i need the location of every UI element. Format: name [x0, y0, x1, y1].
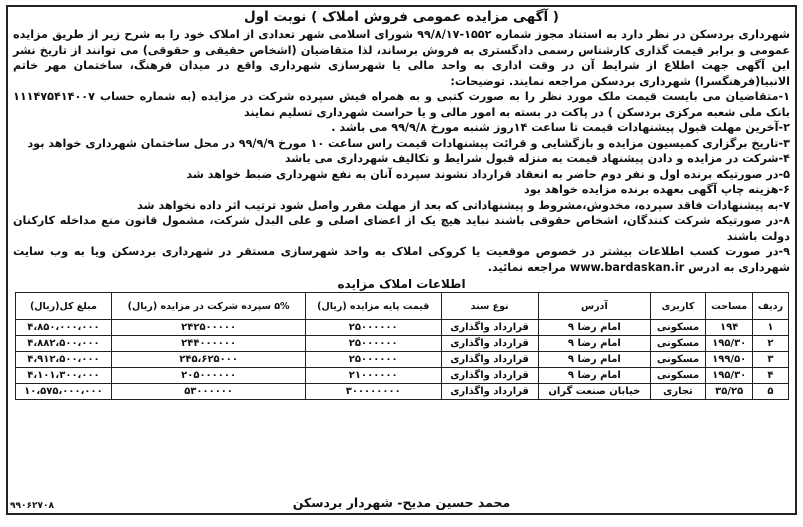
cell-area: ۳۵/۲۵ — [705, 384, 753, 400]
header-deposit: ۵% سپرده شرکت در مزایده (ریال) — [112, 293, 305, 320]
cell-deposit: ۵۳۰۰۰۰۰۰ — [112, 384, 305, 400]
cell-total: ۴،۸۸۲،۵۰۰،۰۰۰ — [15, 336, 112, 352]
cell-usage: مسکونی — [651, 368, 706, 384]
clause-6: ۶-هزینه چاپ آگهی بعهده برنده مزایده خواهد بود — [523, 183, 790, 196]
table-row — [15, 368, 788, 384]
notice-body — [8, 27, 795, 275]
cell-area: ۱۹۵/۳۰ — [705, 368, 753, 384]
clause-7: ۷-به پیشنهادات فاقد سپرده، مخدوش،مشروط و پیشنهاداتی که بعد از مهلت مقرر واصل شود ترتیب اثر داده نخواهد شد — [137, 198, 790, 212]
cell-total: ۴،۹۱۲،۵۰۰،۰۰۰ — [15, 352, 112, 368]
cell-usage: تجاری — [651, 384, 706, 400]
header-address: آدرس — [538, 293, 650, 320]
cell-address: خیابان صنعت گران — [538, 384, 650, 400]
clause-5: ۵-در صورتیکه برنده اول و نفر دوم حاضر به انعقاد قرارداد نشوند سپرده آنان به نفع شهرداری ضبط خواهد شد — [186, 167, 790, 181]
cell-row-number: ۱ — [753, 320, 788, 336]
cell-address: امام رضا ۹ — [538, 368, 650, 384]
cell-address: امام رضا ۹ — [538, 320, 650, 336]
cell-deposit: ۲۴۲۵۰۰۰۰۰ — [112, 320, 305, 336]
intro-paragraph: شهرداری بردسکن در نظر دارد به استناد مجوز شماره ۱۵۵۲-۹۹/۸/۱۷ شورای اسلامی شهر تعدادی از املاک خود را به شرح زیر از طریق مزایده عمومی و برابر قیمت گذاری کارشناس رسمی دادگستری به فروش برساند، لذا متقاضیان (اشخاص حقیقی و حقوقی) می توانند از تاریخ نشر این آگهی جهت اطلاع از شرایط آن در وقت اداری به واحد مالی یا شهرسازی شهرداری واقع در میدان فرهنگ، ساختمان مهر خاتم الانبیا(فرهنگسرا) شهرداری بردسکن مراجعه نمایند. توضیحات: — [13, 28, 790, 88]
table-row — [15, 336, 788, 352]
table-title: اطلاعات املاک مزایده — [337, 277, 466, 291]
header-base-price: قیمت پایه مزایده (ریال) — [305, 293, 441, 320]
clause-9: ۹-در صورت کسب اطلاعات بیشتر در خصوص موقعیت یا کروکی املاک به واحد شهرسازی مستقر در شهرداری بردسکن ویا به وب سایت شهرداری به ادرس www.bardaskan.ir مراجعه نمائید. — [13, 245, 790, 274]
cell-deposit: ۲۰۵۰۰۰۰۰۰ — [112, 368, 305, 384]
cell-address: امام رضا ۹ — [538, 352, 650, 368]
cell-row-number: ۴ — [753, 368, 788, 384]
clause-3: ۳-تاریخ برگزاری کمیسیون مزایده و بازگشایی و قرائت پیشنهادات قیمت راس ساعت ۱۰ مورخ ۹۹/۹/۹ در محل ساختمان شهرداری خواهد بود — [27, 136, 790, 150]
notice-code: ۹۹۰۶۲۷۰۸ — [10, 501, 54, 511]
cell-document-type: قرارداد واگذاری — [441, 352, 538, 368]
auction-notice — [6, 5, 797, 515]
cell-document-type: قرارداد واگذاری — [441, 384, 538, 400]
cell-base-price: ۲۵۰۰۰۰۰۰ — [305, 320, 441, 336]
cell-total: ۴،۱۰۱،۳۰۰،۰۰۰ — [15, 368, 112, 384]
cell-deposit: ۲۴۵،۶۲۵۰۰۰ — [112, 352, 305, 368]
cell-area: ۱۹۹/۵۰ — [705, 352, 753, 368]
cell-total: ۱۰،۵۷۵،۰۰۰،۰۰۰ — [15, 384, 112, 400]
header-document-type: نوع سند — [441, 293, 538, 320]
cell-base-price: ۲۱۰۰۰۰۰۰ — [305, 368, 441, 384]
cell-base-price: ۳۰۰۰۰۰۰۰۰ — [305, 384, 441, 400]
header-row-number: ردیف — [753, 293, 788, 320]
cell-total: ۴،۸۵۰،۰۰۰،۰۰۰ — [15, 320, 112, 336]
cell-area: ۱۹۵/۳۰ — [705, 336, 753, 352]
cell-address: امام رضا ۹ — [538, 336, 650, 352]
cell-document-type: قرارداد واگذاری — [441, 336, 538, 352]
clause-4: ۴-شرکت در مزایده و دادن پیشنهاد قیمت به منزله قبول شرایط و تکالیف شهرداری می باشد — [284, 152, 790, 165]
property-table — [15, 292, 789, 400]
clause-2: ۲-آخرین مهلت قبول پیشنهادات قیمت تا ساعت ۱۴روز شنبه مورخ ۹۹/۹/۸ می باشد . — [331, 121, 790, 134]
signature: محمد حسین مدیح- شهردار بردسکن — [292, 495, 511, 510]
cell-base-price: ۲۵۰۰۰۰۰۰ — [305, 336, 441, 352]
cell-deposit: ۲۴۴۰۰۰۰۰۰ — [112, 336, 305, 352]
cell-usage: مسکونی — [651, 320, 706, 336]
cell-area: ۱۹۴ — [705, 320, 753, 336]
cell-usage: مسکونی — [651, 336, 706, 352]
cell-usage: مسکونی — [651, 352, 706, 368]
header-total: مبلغ کل(ریال) — [15, 293, 112, 320]
cell-document-type: قرارداد واگذاری — [441, 368, 538, 384]
table-row — [15, 352, 788, 368]
table-header-row — [15, 293, 788, 320]
table-row — [15, 384, 788, 400]
cell-document-type: قرارداد واگذاری — [441, 320, 538, 336]
table-row — [15, 320, 788, 336]
notice-title: ( آگهی مزایده عمومی فروش املاک ) نوبت اول — [244, 9, 559, 25]
clause-8: ۸-در صورتیکه شرکت کنندگان، اشخاص حقوقی باشند نباید هیچ یک از اعضای اصلی و علی البدل شرکت، مشمول قانون منع مداخله کارکنان دولت باشند — [13, 214, 790, 243]
header-area: مساحت — [705, 293, 753, 320]
cell-row-number: ۵ — [753, 384, 788, 400]
cell-row-number: ۲ — [753, 336, 788, 352]
table-body — [15, 320, 788, 400]
clause-1: ۱-متقاضیان می بایست قیمت ملک مورد نظر را به صورت کتبی و به همراه فیش سپرده شرکت در مزایده (به شماره حساب ۱۱۱۴۷۵۴۱۴۰۰۷ بانک ملی شعبه مرکزی بردسکن ) در پاکت در بسته به امور مالی و یا حراست شهرداری تسلیم نمایند — [13, 90, 790, 119]
header-usage: کاربری — [651, 293, 706, 320]
cell-row-number: ۳ — [753, 352, 788, 368]
cell-base-price: ۲۵۰۰۰۰۰۰ — [305, 352, 441, 368]
